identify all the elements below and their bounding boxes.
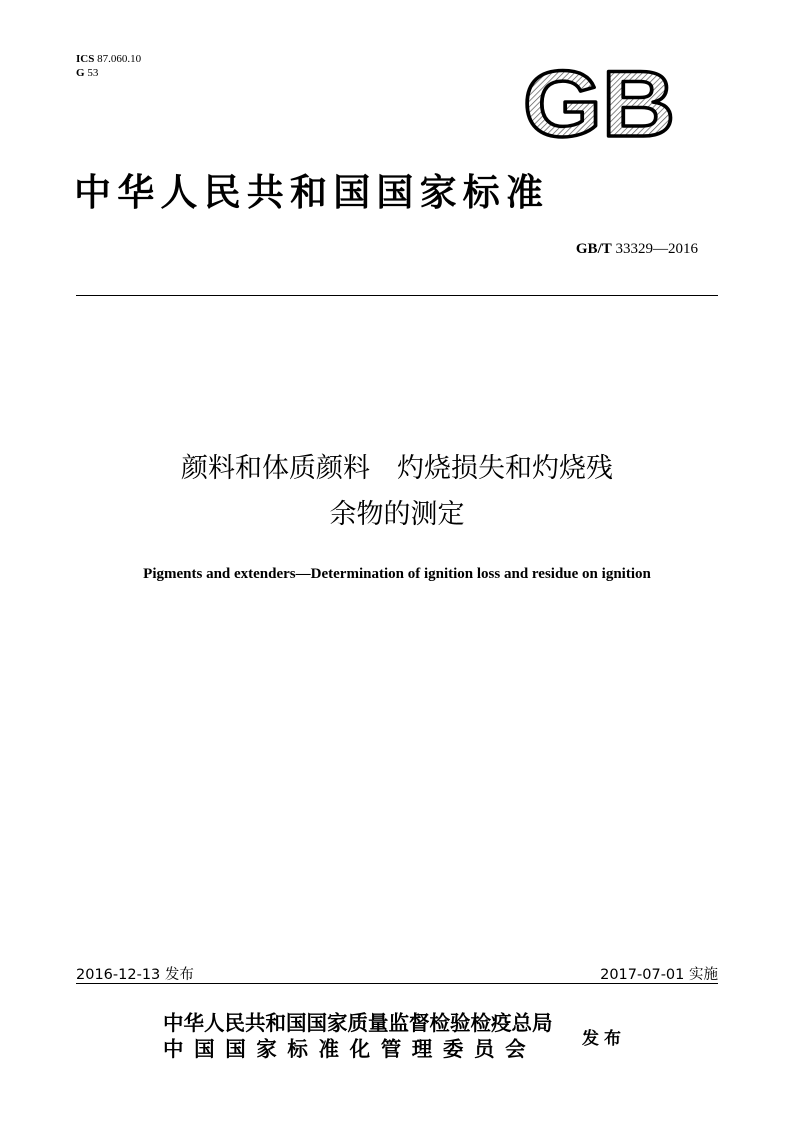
ccs-code: 53 (87, 67, 99, 79)
english-title: Pigments and extenders—Determination of ignition loss and residue on ignition (143, 566, 651, 582)
issue-date: 2016-12-13 发布 (76, 967, 194, 983)
footer-divider (76, 983, 718, 984)
ccs-line (76, 66, 141, 80)
classification-codes (76, 52, 141, 80)
gb-logo (519, 60, 679, 144)
ccs-prefix: G (76, 67, 85, 79)
header-divider (76, 295, 718, 296)
chinese-title-line2: 余物的测定 (329, 499, 465, 530)
chinese-title (0, 446, 794, 538)
ics-code: 87.060.10 (97, 53, 142, 65)
standard-code: 33329—2016 (615, 241, 698, 257)
logo-text: GB (523, 60, 675, 144)
ics-prefix: ICS (76, 53, 95, 65)
implementation-date: 2017-07-01 实施 (600, 967, 718, 983)
issuer-sac: 中国国家标准化管理委员会 (163, 1037, 537, 1061)
issuing-authorities (163, 1010, 553, 1062)
issuer-aqsiq: 中华人民共和国国家质量监督检验检疫总局 (163, 1011, 553, 1035)
standard-prefix: GB/T (575, 241, 612, 257)
chinese-title-line1: 颜料和体质颜料 灼烧损失和灼烧残 (181, 453, 613, 484)
publish-label: 发布 (582, 1029, 626, 1049)
standard-number (576, 241, 698, 258)
country-standard-title: 中华人民共和国国家标准 (74, 170, 550, 214)
ics-line (76, 52, 141, 66)
